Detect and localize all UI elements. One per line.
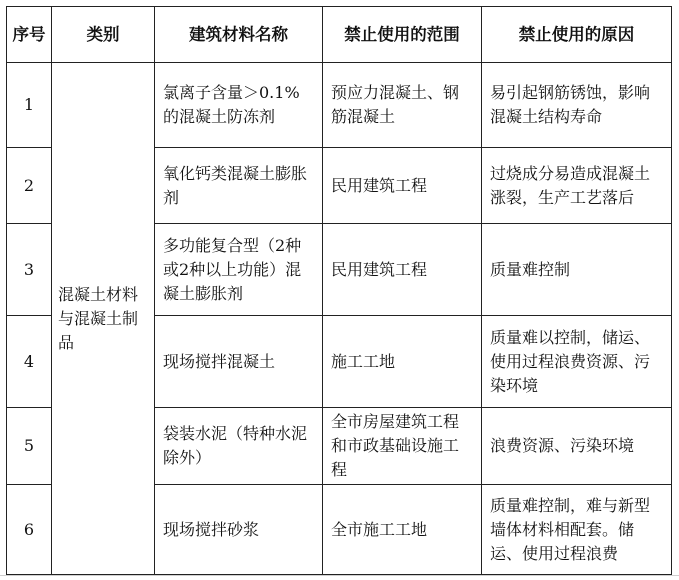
material-name: 袋装水泥（特种水泥除外）	[155, 408, 323, 485]
prohibited-reason: 浪费资源、污染环境	[482, 408, 672, 485]
row-number: 1	[7, 63, 52, 148]
header-row	[7, 7, 672, 63]
row-number: 2	[7, 148, 52, 224]
bottom-divider	[0, 575, 679, 576]
header-name: 建筑材料名称	[155, 7, 323, 63]
prohibited-reason: 易引起钢筋锈蚀，影响混凝土结构寿命	[482, 63, 672, 148]
row-number: 6	[7, 485, 52, 575]
prohibited-reason: 质量难以控制，储运、使用过程浪费资源、污染环境	[482, 316, 672, 408]
material-name: 现场搅拌砂浆	[155, 485, 323, 575]
header-category: 类别	[52, 7, 155, 63]
prohibited-scope: 全市施工工地	[323, 485, 482, 575]
row-number: 5	[7, 408, 52, 485]
row-number: 3	[7, 224, 52, 316]
table-row	[7, 63, 672, 148]
material-name: 氯离子含量＞0.1%的混凝土防冻剂	[155, 63, 323, 148]
material-name: 多功能复合型（2种或2种以上功能）混凝土膨胀剂	[155, 224, 323, 316]
prohibited-scope: 民用建筑工程	[323, 148, 482, 224]
row-number: 4	[7, 316, 52, 408]
header-reason: 禁止使用的原因	[482, 7, 672, 63]
prohibited-scope: 全市房屋建筑工程和市政基础设施工程	[323, 408, 482, 485]
material-name: 氧化钙类混凝土膨胀剂	[155, 148, 323, 224]
header-scope: 禁止使用的范围	[323, 7, 482, 63]
material-name: 现场搅拌混凝土	[155, 316, 323, 408]
header-no: 序号	[7, 7, 52, 63]
prohibited-scope: 民用建筑工程	[323, 224, 482, 316]
prohibited-reason: 质量难控制，难与新型墙体材料相配套。储运、使用过程浪费	[482, 485, 672, 575]
prohibited-materials-table	[6, 6, 672, 575]
prohibited-scope: 预应力混凝土、钢筋混凝土	[323, 63, 482, 148]
prohibited-scope: 施工工地	[323, 316, 482, 408]
category-cell: 混凝土材料与混凝土制品	[52, 63, 155, 575]
prohibited-reason: 过烧成分易造成混凝土涨裂，生产工艺落后	[482, 148, 672, 224]
prohibited-reason: 质量难控制	[482, 224, 672, 316]
